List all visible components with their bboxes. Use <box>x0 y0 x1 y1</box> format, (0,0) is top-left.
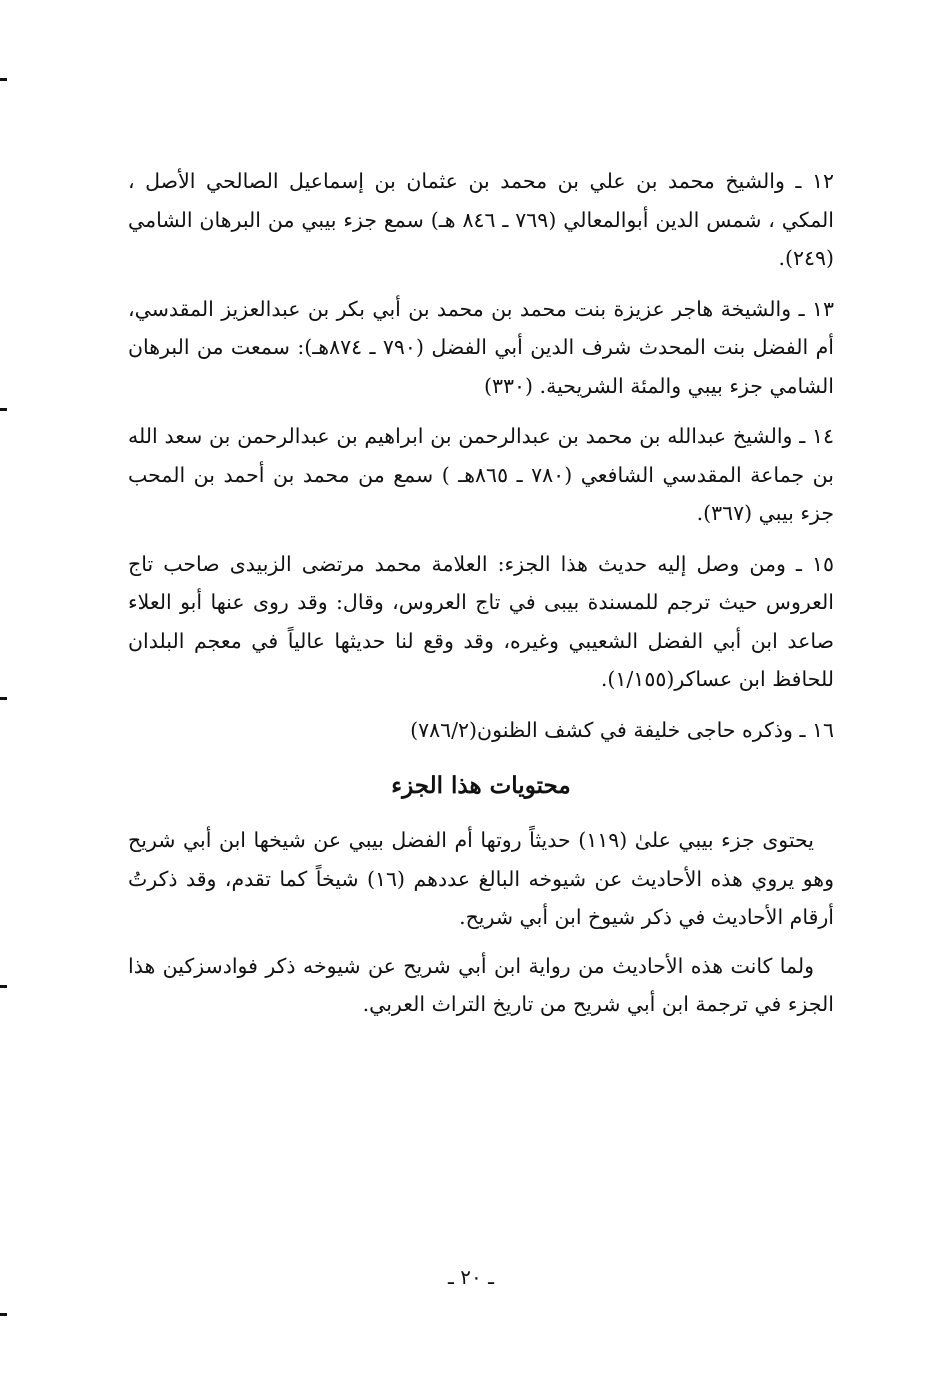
section-paragraph: ولما كانت هذه الأحاديث من رواية ابن أبي شريح عن شيوخه ذكر فوادسزكين هذا الجزء في ترجمة ابن أبي شريح من تاريخ التراث العربي. <box>128 953 834 1016</box>
list-item-15 <box>128 545 834 699</box>
item-text: ومن وصل إليه حديث هذا الجزء: العلامة محمد مرتضى الزبيدى صاحب تاج العروس حيث ترجم للمسندة بيبى في تاج العروس، وقال: وقد روى عنها أبو العلاء صاعد ابن أبي الفضل الشعيبي وغيره، وقد وقع لنا حديثها عالياً في معجم البلدان للحافظ ابن عساكر(١/١٥٥). <box>128 551 834 691</box>
section-heading: محتويات هذا الجزء <box>391 772 571 799</box>
margin-mark <box>0 985 7 988</box>
list-item-12 <box>128 162 834 278</box>
item-number: ١٣ ـ <box>798 296 834 321</box>
list-item-16 <box>128 711 834 750</box>
list-item-13 <box>128 290 834 406</box>
page-number: ـ ٢٠ ـ <box>448 1265 494 1289</box>
margin-mark <box>0 78 7 81</box>
item-text: وذكره حاجى خليفة في كشف الظنون(٧٨٦/٢) <box>410 717 793 742</box>
margin-mark <box>0 1313 7 1316</box>
margin-mark <box>0 408 7 411</box>
list-item-14 <box>128 417 834 533</box>
main-text <box>128 162 834 1034</box>
item-text: والشيخ عبدالله بن محمد بن عبدالرحمن بن ابراهيم بن عبدالرحمن بن سعد الله بن جماعة المقدسي الشافعي (٧٨٠ ـ ٨٦٥هـ ) سمع من محمد بن أحمد بن المحب جزء بيبي (٣٦٧). <box>128 424 834 525</box>
item-number: ١٤ ـ <box>799 424 834 448</box>
item-number: ١٥ ـ <box>795 551 834 576</box>
section-paragraph: يحتوى جزء بيبي علىٰ (١١٩) حديثاً روتها أم الفضل بيبي عن شيخها ابن أبي شريح وهو يروي هذه الأحاديث عن شيوخه البالغ عددهم (١٦) شيخاً كما تقدم، وقد ذكرتُ أرقام الأحاديث في ذكر شيوخ ابن أبي شريح. <box>128 828 834 929</box>
item-number: ١٦ ـ <box>799 717 834 742</box>
item-number: ١٢ ـ <box>795 169 834 193</box>
item-text: والشيخ محمد بن علي بن محمد بن عثمان بن إسماعيل الصالحي الأصل ، المكي ، شمس الدين أبوالمعالي (٧٦٩ ـ ٨٤٦ هـ) سمع جزء بيبي من البرهان الشامي (٢٤٩). <box>128 169 834 270</box>
item-text: والشيخة هاجر عزيزة بنت محمد بن محمد بن أبي بكر بن عبدالعزيز المقدسي، أم الفضل بنت المحدث شرف الدين أبي الفضل (٧٩٠ ـ ٨٧٤هـ): سمعت من البرهان الشامي جزء بيبي والمئة الشريحية. (٣٣٠) <box>128 296 834 398</box>
margin-mark <box>0 697 7 700</box>
